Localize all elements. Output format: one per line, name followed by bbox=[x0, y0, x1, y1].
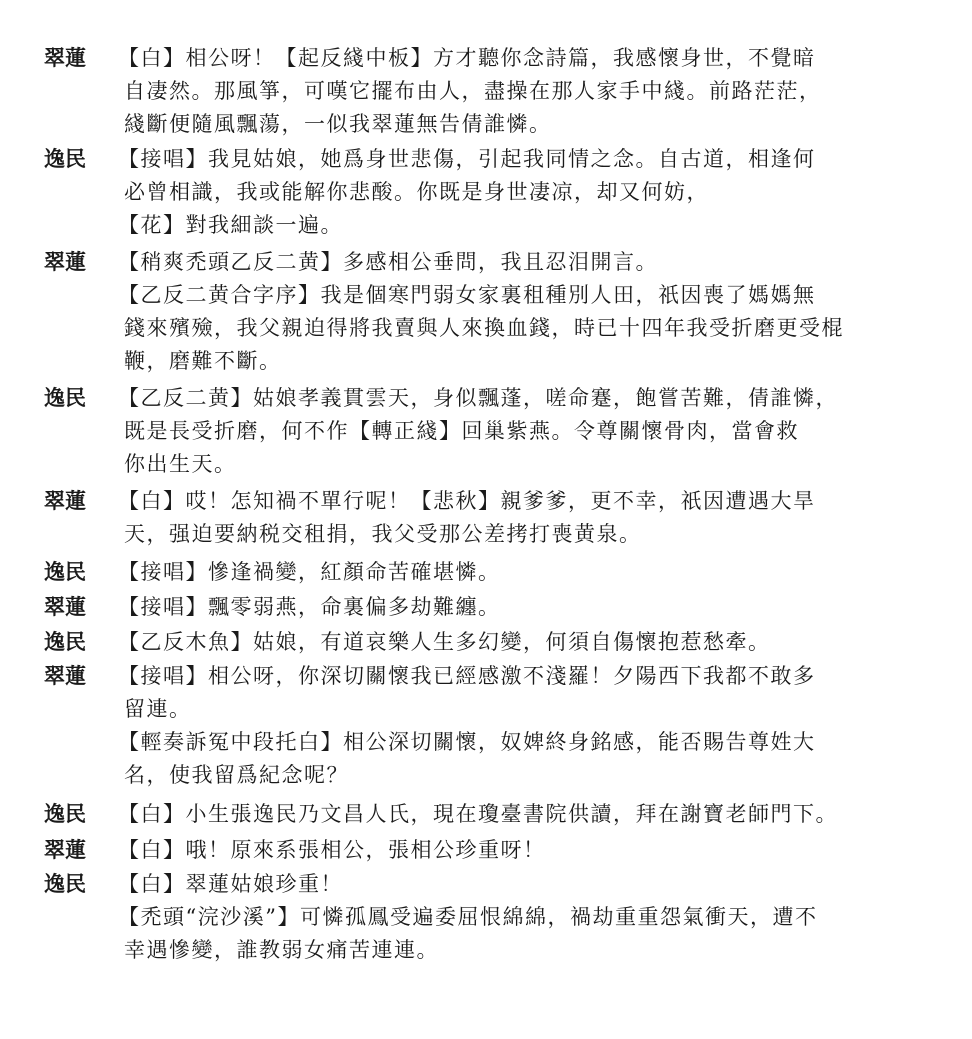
dialogue-line: 【白】哦！原來系張相公，張相公珍重呀！ bbox=[118, 838, 546, 862]
speaker-label: 逸民 bbox=[44, 385, 86, 410]
dialogue-line: 【乙反木魚】姑娘，有道哀樂人生多幻變，何須自傷懷抱惹愁牽。 bbox=[118, 630, 771, 654]
speaker-label: 翠蓮 bbox=[44, 837, 86, 862]
speaker-label: 翠蓮 bbox=[44, 663, 86, 688]
dialogue-line: 綫斷便隨風飄蕩，一似我翠蓮無告倩誰憐。 bbox=[124, 112, 552, 136]
dialogue-line: 【白】翠蓮姑娘珍重！ bbox=[118, 872, 343, 896]
dialogue-line: 【白】相公呀！【起反綫中板】方才聽你念詩篇，我感懷身世，不覺暗 bbox=[118, 46, 816, 70]
dialogue-line: 【接唱】飄零弱燕，命裏偏多劫難纏。 bbox=[118, 595, 501, 619]
speaker-label: 翠蓮 bbox=[44, 594, 86, 619]
speaker-label: 逸民 bbox=[44, 629, 86, 654]
dialogue-line: 【接唱】我見姑娘，她爲身世悲傷，引起我同情之念。自古道，相逢何 bbox=[118, 147, 816, 171]
dialogue-line: 鞭，磨難不斷。 bbox=[124, 349, 282, 373]
dialogue-line: 【白】哎！怎知禍不單行呢！【悲秋】親爹爹，更不幸，祇因遭遇大旱 bbox=[118, 489, 816, 513]
speaker-label: 逸民 bbox=[44, 871, 86, 896]
dialogue-line: 【禿頭“浣沙溪”】可憐孤鳳受遍委屈恨綿綿，禍劫重重怨氣衝天，遭不 bbox=[118, 905, 818, 929]
speaker-label: 逸民 bbox=[44, 801, 86, 826]
dialogue-line: 天，强迫要納税交租捐，我父受那公差拷打喪黄泉。 bbox=[124, 522, 642, 546]
speaker-label: 逸民 bbox=[44, 559, 86, 584]
speaker-label: 翠蓮 bbox=[44, 488, 86, 513]
speaker-label: 翠蓮 bbox=[44, 45, 86, 70]
dialogue-line: 既是長受折磨，何不作【轉正綫】回巢紫燕。令尊關懷骨肉，當會救 bbox=[124, 419, 799, 443]
dialogue-line: 留連。 bbox=[124, 697, 192, 721]
dialogue-line: 必曾相識，我或能解你悲酸。你既是身世凄凉，却又何妨， bbox=[124, 180, 709, 204]
dialogue-line: 幸遇慘變，誰教弱女痛苦連連。 bbox=[124, 938, 439, 962]
dialogue-line: 錢來殯殮，我父親迫得將我賣與人來換血錢，時已十四年我受折磨更受棍 bbox=[124, 316, 844, 340]
dialogue-line: 【花】對我細談一遍。 bbox=[118, 213, 343, 237]
dialogue-line: 【白】小生張逸民乃文昌人氏，現在瓊臺書院供讀，拜在謝寶老師門下。 bbox=[118, 802, 838, 826]
dialogue-line: 【輕奏訴冤中段托白】相公深切關懷，奴婢終身銘感，能否賜告尊姓大 bbox=[118, 730, 816, 754]
dialogue-line: 【接唱】慘逢禍變，紅顏命苦確堪憐。 bbox=[118, 560, 501, 584]
dialogue-line: 名，使我留爲紀念呢？ bbox=[124, 763, 349, 787]
dialogue-line: 【稍爽禿頭乙反二黄】多感相公垂問，我且忍泪開言。 bbox=[118, 250, 658, 274]
speaker-label: 逸民 bbox=[44, 146, 86, 171]
dialogue-line: 自凄然。那風箏，可嘆它擺布由人，盡操在那人家手中綫。前路茫茫， bbox=[124, 79, 822, 103]
dialogue-line: 【乙反二黄合字序】我是個寒門弱女家裏租種別人田，祇因喪了媽媽無 bbox=[118, 283, 816, 307]
speaker-label: 翠蓮 bbox=[44, 249, 86, 274]
dialogue-line: 【乙反二黄】姑娘孝義貫雲天，身似飄蓬，嗟命蹇，飽嘗苦難，倩誰憐， bbox=[118, 386, 838, 410]
dialogue-line: 你出生天。 bbox=[124, 452, 237, 476]
dialogue-line: 【接唱】相公呀，你深切關懷我已經感激不淺羅！夕陽西下我都不敢多 bbox=[118, 664, 816, 688]
